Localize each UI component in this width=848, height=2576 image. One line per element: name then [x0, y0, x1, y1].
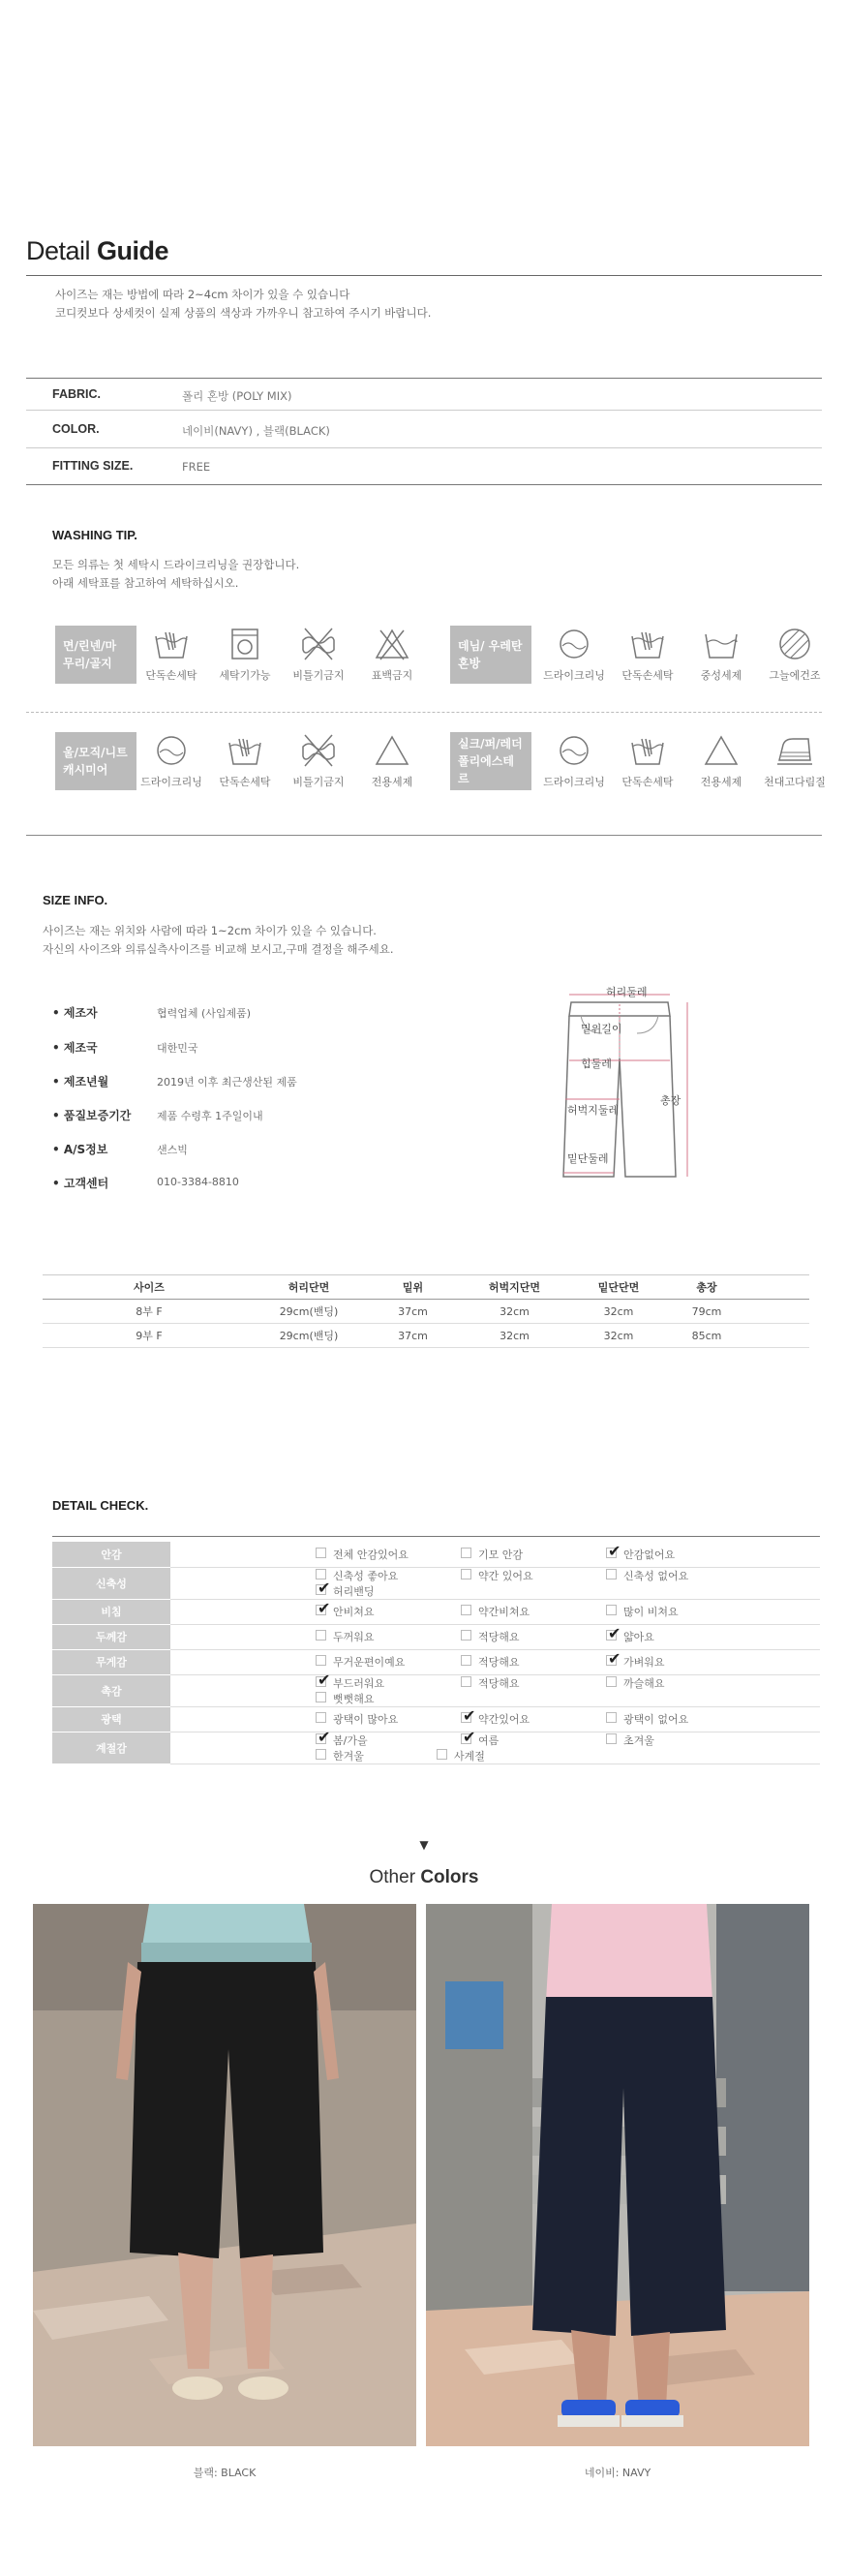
spec-value: 010-3384-8810 — [157, 1176, 239, 1188]
checkbox[interactable] — [316, 1655, 326, 1666]
check-option-label: 사계절 — [454, 1749, 485, 1763]
wash-item: 단독손세탁 — [209, 731, 281, 789]
check-mark-icon: ✔ — [608, 1624, 621, 1642]
check-option[interactable] — [461, 1706, 606, 1727]
table-cell: 32cm — [464, 1324, 565, 1348]
check-row-label: 비침 — [52, 1599, 170, 1624]
check-options — [170, 1542, 820, 1567]
check-option-label: 얇아요 — [623, 1631, 654, 1643]
table-header: 사이즈 — [43, 1275, 256, 1300]
check-options — [170, 1567, 820, 1599]
wash-group-denim: 데님/ 우레탄 혼방 — [450, 626, 531, 684]
wash-item: 천대고다림질 — [759, 731, 831, 789]
check-row-label: 두께감 — [52, 1624, 170, 1649]
fitting-value: FREE — [182, 460, 211, 474]
check-option[interactable] — [316, 1727, 461, 1748]
table-header-row — [43, 1275, 809, 1300]
other-colors-title — [0, 1867, 848, 1888]
check-option[interactable] — [316, 1711, 461, 1727]
no-wring-icon — [299, 625, 338, 663]
check-option[interactable] — [316, 1654, 461, 1670]
check-option[interactable] — [606, 1733, 751, 1748]
size-info-title: SIZE INFO. — [43, 893, 108, 907]
checkbox[interactable] — [606, 1676, 617, 1687]
check-row — [52, 1599, 820, 1624]
divider — [26, 835, 822, 836]
washing-notes — [52, 556, 299, 593]
check-option[interactable] — [461, 1568, 606, 1583]
spec-value: 제품 수령후 1주일이내 — [157, 1110, 263, 1122]
check-option-label: 광택이 없어요 — [623, 1713, 689, 1726]
diagram-label-hip: 힙둘레 — [581, 1058, 612, 1070]
diagram-label-thigh: 허벅지둘레 — [567, 1104, 620, 1117]
check-mark-icon: ✔ — [463, 1706, 476, 1725]
detergent-triangle-icon — [702, 731, 741, 770]
check-option-label: 약간 있어요 — [478, 1569, 533, 1582]
spec-value: 샌스빅 — [157, 1144, 188, 1156]
checkbox[interactable] — [316, 1548, 326, 1558]
wash-item: 단독손세탁 — [612, 625, 683, 683]
table-cell: 85cm — [672, 1324, 742, 1348]
check-option[interactable] — [316, 1599, 461, 1619]
fitting-label: FITTING SIZE. — [52, 459, 134, 473]
check-mark-icon: ✔ — [318, 1578, 331, 1597]
dry-clean-icon — [152, 731, 191, 770]
check-option-label: 적당해요 — [478, 1676, 520, 1690]
check-option-label: 신축성 없어요 — [623, 1569, 689, 1582]
check-options — [170, 1706, 820, 1732]
table-cell: 32cm — [464, 1300, 565, 1324]
check-option[interactable] — [316, 1568, 461, 1583]
check-option-label: 한겨울 — [333, 1749, 364, 1763]
spec-label: • A/S정보 — [52, 1143, 108, 1156]
divider — [26, 447, 822, 448]
wash-item: 드라이크리닝 — [538, 625, 610, 683]
check-option[interactable] — [461, 1675, 606, 1691]
check-option[interactable] — [606, 1711, 751, 1727]
check-row-label: 계절감 — [52, 1732, 170, 1763]
check-option[interactable] — [437, 1748, 553, 1763]
table-header: 허리단면 — [256, 1275, 362, 1300]
table-row — [43, 1324, 809, 1348]
table-cell: 32cm — [565, 1324, 672, 1348]
check-options — [170, 1649, 820, 1674]
check-mark-icon: ✔ — [608, 1541, 621, 1560]
table-header: 총장 — [672, 1275, 742, 1300]
check-mark-icon: ✔ — [463, 1727, 476, 1746]
check-option-label: 전체 안감있어요 — [333, 1548, 409, 1561]
washing-machine-icon — [226, 625, 264, 663]
check-option[interactable] — [316, 1691, 437, 1706]
check-option[interactable] — [316, 1578, 437, 1599]
diagram-label-length: 총장 — [660, 1094, 681, 1107]
spec-label: • 제조국 — [52, 1041, 98, 1055]
checkbox[interactable] — [461, 1605, 471, 1615]
fabric-label: FABRIC. — [52, 387, 101, 401]
check-row — [52, 1649, 820, 1674]
check-option-label: 봄/가을 — [333, 1733, 368, 1747]
check-option[interactable] — [606, 1541, 751, 1562]
check-row-label: 무게감 — [52, 1649, 170, 1674]
diagram-label-rise: 밑위길이 — [581, 1023, 622, 1035]
checkbox[interactable] — [606, 1569, 617, 1579]
photo-black — [33, 1904, 416, 2446]
checkbox[interactable] — [461, 1630, 471, 1641]
table-header: 밑위 — [362, 1275, 464, 1300]
checkbox[interactable] — [316, 1630, 326, 1641]
note-line: 사이즈는 재는 위치와 사람에 따라 1~2cm 차이가 있을 수 있습니다. — [43, 924, 377, 937]
check-option-label: 두꺼워요 — [333, 1631, 375, 1643]
check-option[interactable] — [461, 1727, 606, 1748]
divider — [26, 275, 822, 276]
table-cell: 79cm — [672, 1300, 742, 1324]
checkbox[interactable] — [606, 1605, 617, 1615]
check-row-label: 안감 — [52, 1542, 170, 1567]
hand-wash-icon — [152, 625, 191, 663]
check-option-label: 약간비쳐요 — [478, 1606, 530, 1618]
check-option[interactable] — [316, 1748, 437, 1763]
wash-item: 전용세제 — [356, 731, 428, 789]
wash-item: 표백금지 — [356, 625, 428, 683]
check-row — [52, 1624, 820, 1649]
check-option-label: 초겨울 — [623, 1733, 654, 1747]
checkbox[interactable] — [606, 1712, 617, 1723]
divider — [26, 410, 822, 411]
check-options — [170, 1624, 820, 1649]
note-line: 모든 의류는 첫 세탁시 드라이크리닝을 권장합니다. — [52, 558, 300, 571]
check-option[interactable] — [606, 1568, 751, 1583]
detail-notes — [55, 286, 431, 322]
check-row-label: 촉감 — [52, 1674, 170, 1706]
diagram-label-waist: 허리둘레 — [606, 986, 648, 998]
table-cell: 8부 F — [43, 1300, 256, 1324]
wash-group-wool: 울/모직/니트 캐시미어 — [55, 732, 136, 790]
check-row-label: 신축성 — [52, 1567, 170, 1599]
check-option[interactable] — [606, 1675, 751, 1691]
title-bold: Guide — [97, 236, 169, 265]
check-option[interactable] — [316, 1670, 461, 1691]
washing-title: WASHING TIP. — [52, 528, 137, 542]
checkbox[interactable] — [461, 1569, 471, 1579]
table-header: 허벅지단면 — [464, 1275, 565, 1300]
check-option[interactable] — [461, 1629, 606, 1644]
check-option[interactable] — [606, 1649, 751, 1670]
check-option[interactable] — [461, 1654, 606, 1670]
hand-wash-icon — [628, 625, 667, 663]
neutral-detergent-icon — [702, 625, 741, 663]
size-notes — [43, 922, 394, 959]
check-option-label: 가벼워요 — [623, 1656, 665, 1669]
check-option-label: 허리밴딩 — [333, 1584, 375, 1598]
photo-navy — [426, 1904, 809, 2446]
table-header: 밑단단면 — [565, 1275, 672, 1300]
check-option-label: 많이 비쳐요 — [623, 1606, 679, 1618]
wash-item: 드라이크리닝 — [538, 731, 610, 789]
title-light: Detail — [26, 236, 98, 265]
wash-group-silk: 실크/퍼/레더 폴리에스테르 — [450, 732, 531, 790]
check-mark-icon: ✔ — [318, 1727, 331, 1746]
down-arrow-icon: ▼ — [419, 1838, 429, 1852]
title-bold: Colors — [420, 1867, 479, 1887]
hand-wash-icon — [226, 731, 264, 770]
table-cell: 29cm(밴딩) — [256, 1324, 362, 1348]
checkbox[interactable] — [316, 1712, 326, 1723]
table-cell: 32cm — [565, 1300, 672, 1324]
wash-item: 중성세제 — [685, 625, 757, 683]
check-option-label: 적당해요 — [478, 1656, 520, 1669]
spec-label: • 고객센터 — [52, 1177, 109, 1190]
check-row — [52, 1732, 820, 1763]
checkbox[interactable] — [316, 1692, 326, 1702]
table-cell: 37cm — [362, 1324, 464, 1348]
wash-item: 단독손세탁 — [612, 731, 683, 789]
checkbox[interactable] — [437, 1749, 447, 1760]
check-row — [52, 1706, 820, 1732]
diagram-label-hem: 밑단둘레 — [567, 1152, 609, 1165]
check-option[interactable] — [316, 1629, 461, 1644]
detergent-triangle-icon — [373, 731, 411, 770]
wash-item: 드라이크리닝 — [136, 731, 207, 789]
wash-item: 단독손세탁 — [136, 625, 207, 683]
wash-group-cotton: 면/린넨/마 무리/골지 — [55, 626, 136, 684]
wash-item: 비틀기금지 — [283, 625, 354, 683]
check-mark-icon: ✔ — [318, 1599, 331, 1617]
check-options — [170, 1727, 820, 1763]
spec-value: 협력업체 (사입제품) — [157, 1007, 252, 1020]
note-line: 코디컷보다 상세컷이 실제 상품의 색상과 가까우니 참고하여 주시기 바랍니다. — [55, 306, 432, 320]
check-option-label: 안비쳐요 — [333, 1606, 375, 1618]
hand-wash-icon — [628, 731, 667, 770]
title-light: Other — [369, 1867, 421, 1887]
check-option-label: 여름 — [478, 1733, 500, 1747]
checkbox[interactable] — [606, 1733, 617, 1744]
color-value: 네이비(NAVY) , 블랙(BLACK) — [182, 424, 330, 438]
divider — [26, 378, 822, 379]
check-option[interactable] — [606, 1604, 751, 1619]
no-wring-icon — [299, 731, 338, 770]
check-option-label: 신축성 좋아요 — [333, 1569, 399, 1582]
check-option[interactable] — [461, 1604, 606, 1619]
check-option-label: 광택이 많아요 — [333, 1713, 399, 1726]
divider — [26, 484, 822, 485]
check-option-label: 무거운편이예요 — [333, 1656, 406, 1669]
check-option[interactable] — [316, 1547, 461, 1562]
check-row — [52, 1567, 820, 1599]
dry-clean-icon — [555, 625, 593, 663]
check-row-label: 광택 — [52, 1706, 170, 1732]
wash-item: 그늘에건조 — [759, 625, 831, 683]
wash-item: 세탁기가능 — [209, 625, 281, 683]
check-option-label: 뻣뻣해요 — [333, 1692, 375, 1705]
check-mark-icon: ✔ — [318, 1670, 331, 1689]
fabric-value: 폴리 혼방 (POLY MIX) — [182, 389, 292, 403]
check-options — [170, 1670, 820, 1706]
dry-clean-icon — [555, 731, 593, 770]
table-row — [43, 1300, 809, 1324]
check-row — [52, 1674, 820, 1706]
wash-item: 전용세제 — [685, 731, 757, 789]
note-line: 자신의 사이즈와 의류실측사이즈를 비교해 보시고,구매 결정을 해주세요. — [43, 942, 394, 956]
check-option-label: 적당해요 — [478, 1631, 520, 1643]
detail-guide-title — [26, 236, 168, 266]
check-option-label: 약간있어요 — [478, 1713, 530, 1726]
color-label: COLOR. — [52, 422, 100, 436]
checkbox[interactable] — [461, 1676, 471, 1687]
spec-value: 2019년 이후 최근생산된 제품 — [157, 1076, 297, 1089]
spec-label: • 제조년월 — [52, 1075, 109, 1089]
caption-navy: 네이비: NAVY — [584, 2467, 651, 2479]
size-table — [43, 1274, 809, 1348]
no-bleach-icon — [373, 625, 411, 663]
check-row — [52, 1542, 820, 1567]
table-cell: 29cm(밴딩) — [256, 1300, 362, 1324]
check-option-label: 까슬해요 — [623, 1676, 665, 1690]
check-options — [170, 1599, 820, 1624]
detail-check-title: DETAIL CHECK. — [52, 1498, 149, 1513]
checkbox[interactable] — [461, 1548, 471, 1558]
table-cell: 9부 F — [43, 1324, 256, 1348]
check-mark-icon: ✔ — [608, 1649, 621, 1668]
check-option-label: 기모 안감 — [478, 1548, 524, 1561]
caption-black: 블랙: BLACK — [193, 2467, 257, 2479]
note-line: 아래 세탁표를 참고하여 세탁하십시오. — [52, 576, 239, 590]
spec-label: • 제조자 — [52, 1006, 98, 1020]
checkbox[interactable] — [461, 1655, 471, 1666]
check-option-label: 부드러워요 — [333, 1676, 385, 1690]
wash-item: 비틀기금지 — [283, 731, 354, 789]
check-option[interactable] — [606, 1624, 751, 1644]
check-option[interactable] — [461, 1547, 606, 1562]
spec-value: 대한민국 — [157, 1042, 198, 1055]
detail-check-table — [52, 1542, 820, 1764]
note-line: 사이즈는 재는 방법에 따라 2~4cm 차이가 있을 수 있습니다 — [55, 288, 350, 301]
checkbox[interactable] — [316, 1749, 326, 1760]
table-cell: 37cm — [362, 1300, 464, 1324]
iron-cloth-icon — [775, 731, 814, 770]
divider — [26, 712, 822, 713]
check-option-label: 안감없어요 — [623, 1548, 676, 1561]
divider — [52, 1536, 820, 1537]
shade-dry-icon — [775, 625, 814, 663]
spec-label: • 품질보증기간 — [52, 1109, 132, 1122]
